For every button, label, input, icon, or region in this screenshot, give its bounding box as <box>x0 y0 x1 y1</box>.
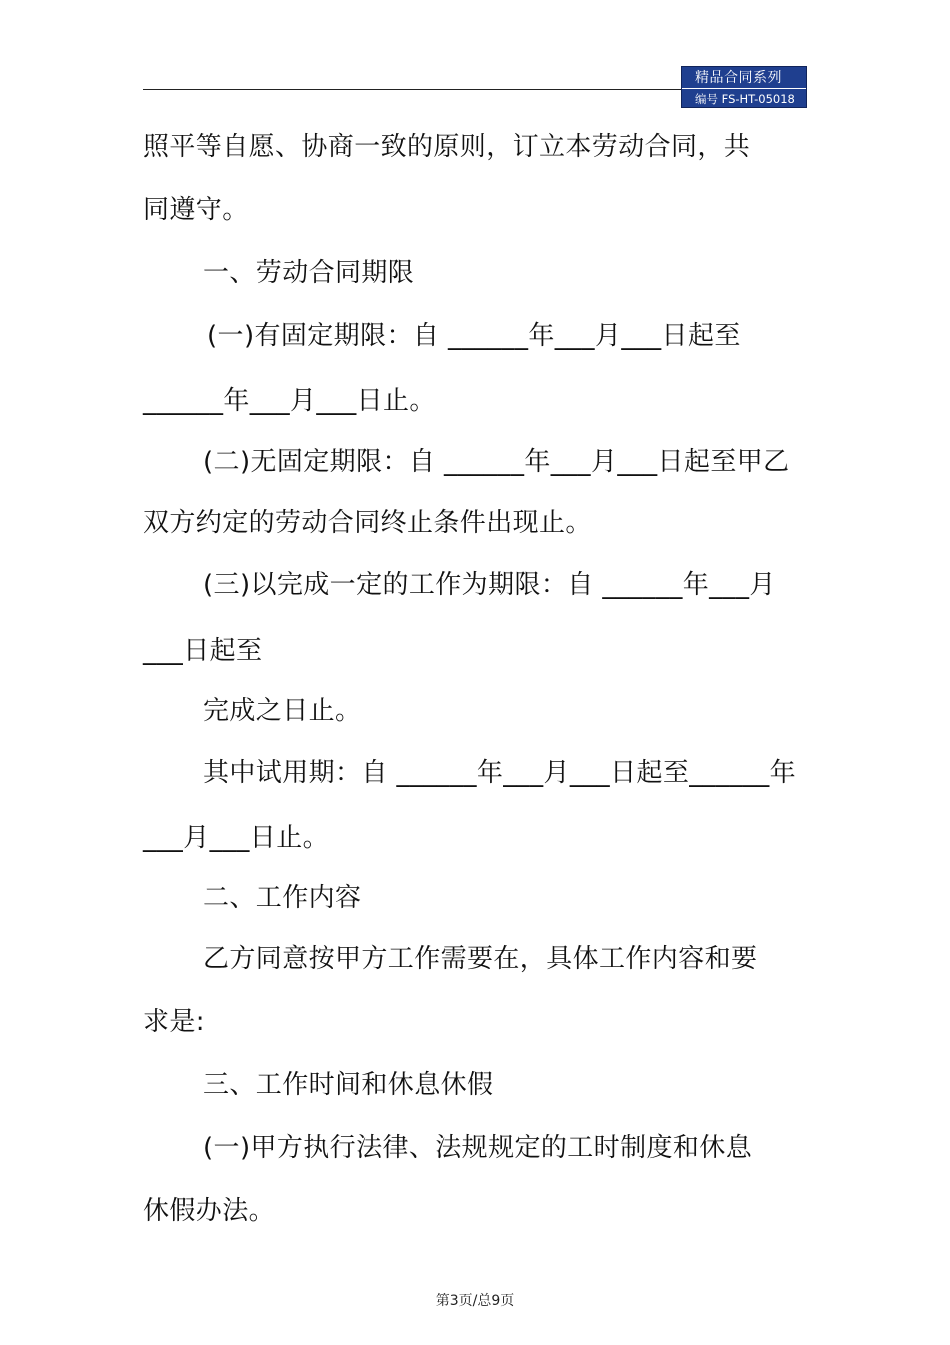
header-rule <box>143 89 681 90</box>
series-badge <box>681 66 807 108</box>
body-line: 完成之日止。 <box>203 696 362 726</box>
badge-code: 编号 FS-HT-05018 <box>695 92 795 106</box>
badge-title: 精品合同系列 <box>682 67 806 89</box>
body-line: 求是: <box>143 1007 205 1037</box>
body-line: 照平等自愿、协商一致的原则，订立本劳动合同，共 <box>143 132 751 162</box>
body-line: (一)甲方执行法律、法规规定的工时制度和休息 <box>203 1133 753 1163</box>
body-line: 同遵守。 <box>143 195 249 225</box>
body-line: ___日起至 <box>143 636 263 666</box>
body-line: 双方约定的劳动合同终止条件出现止。 <box>143 508 592 538</box>
section-heading: 一、劳动合同期限 <box>203 258 415 288</box>
body-line: ___月___日止。 <box>143 823 330 853</box>
body-line: 乙方同意按甲方工作需要在，具体工作内容和要 <box>203 944 758 974</box>
body-line: ______年___月___日止。 <box>143 386 436 416</box>
page-indicator: 第3页/总9页 <box>435 1293 515 1309</box>
body-line: (一)有固定期限：自 ______年___月___日起至 <box>207 321 741 351</box>
body-line: 其中试用期：自 ______年___月___日起至______年 <box>203 758 797 788</box>
body-line: (二)无固定期限：自 ______年___月___日起至甲乙 <box>203 447 790 477</box>
body-line: (三)以完成一定的工作为期限：自 ______年___月 <box>203 570 776 600</box>
body-line: 休假办法。 <box>143 1196 276 1226</box>
section-heading: 三、工作时间和休息休假 <box>203 1070 494 1100</box>
section-heading: 二、工作内容 <box>203 883 362 913</box>
